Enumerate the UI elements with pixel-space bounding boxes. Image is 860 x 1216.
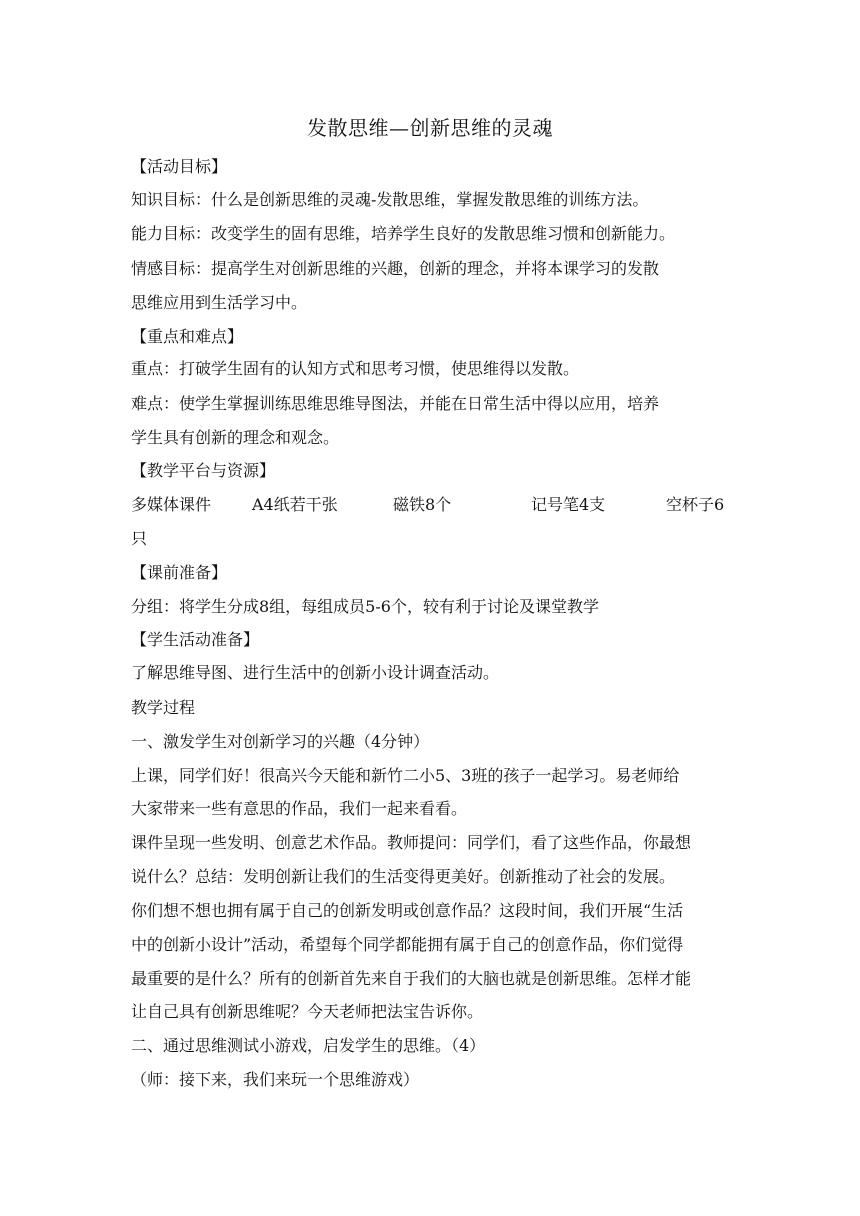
paragraph-line: 教学过程 <box>131 698 196 717</box>
paragraph-line: 难点：使学生掌握训练思维思维导图法，并能在日常生活中得以应用，培养 <box>131 394 660 413</box>
paragraph-line: 中的创新小设计”活动，希望每个同学都能拥有属于自己的创意作品，你们觉得 <box>131 935 684 954</box>
paragraph-line: 知识目标：什么是创新思维的灵魂-发散思维，掌握发散思维的训练方法。 <box>131 190 649 209</box>
paragraph-line: 情感目标：提高学生对创新思维的兴趣，创新的理念，并将本课学习的发散 <box>131 259 660 278</box>
paragraph-line: 思维应用到生活学习中。 <box>131 293 308 312</box>
paragraph-line: 你们想不想也拥有属于自己的创新发明或创意作品？这段时间，我们开展“生活 <box>131 901 684 920</box>
material-item: 多媒体课件 <box>131 495 212 514</box>
paragraph-line: 课件呈现一些发明、创意艺术作品。教师提问：同学们，看了这些作品，你最想 <box>131 833 692 852</box>
paragraph-line: 学生具有创新的理念和观念。 <box>131 428 340 447</box>
paragraph-line: 能力目标：改变学生的固有思维，培养学生良好的发散思维习惯和创新能力。 <box>131 224 676 243</box>
section-heading-key-points: 【重点和难点】 <box>131 327 244 346</box>
paragraph-line: 二、通过思维测试小游戏，启发学生的思维。（4） <box>131 1036 486 1055</box>
paragraph-line: 分组：将学生分成8组，每组成员5-6个，较有利于讨论及课堂教学 <box>131 597 599 616</box>
section-heading-resources: 【教学平台与资源】 <box>131 461 276 480</box>
section-heading-student-prep: 【学生活动准备】 <box>131 630 260 649</box>
material-item: 磁铁8个 <box>393 495 452 514</box>
paragraph-line: 一、激发学生对创新学习的兴趣（4分钟） <box>131 732 430 751</box>
material-item: 记号笔4支 <box>531 495 606 514</box>
paragraph-line: 大家带来一些有意思的作品，我们一起来看看。 <box>131 799 468 818</box>
section-heading-preparation: 【课前准备】 <box>131 563 228 582</box>
paragraph-line: 最重要的是什么？所有的创新首先来自于我们的大脑也就是创新思维。怎样才能 <box>131 969 692 988</box>
material-item: 空杯子6 <box>666 495 725 514</box>
paragraph-line: 让自己具有创新思维呢？今天老师把法宝告诉你。 <box>131 1002 484 1021</box>
document-title: 发散思维—创新思维的灵魂 <box>307 116 553 140</box>
paragraph-line: 重点：打破学生固有的认知方式和思考习惯，使思维得以发散。 <box>131 359 580 378</box>
material-item-wrap: 只 <box>131 529 148 548</box>
paragraph-line: 了解思维导图、进行生活中的创新小设计调查活动。 <box>131 663 500 682</box>
paragraph-line: （师：接下来，我们来玩一个思维游戏） <box>131 1070 420 1089</box>
paragraph-line: 上课，同学们好！很高兴今天能和新竹二小5、3班的孩子一起学习。易老师给 <box>131 766 680 785</box>
material-item: A4纸若干张 <box>252 495 338 514</box>
section-heading-goals: 【活动目标】 <box>131 157 228 176</box>
paragraph-line: 说什么？总结：发明创新让我们的生活变得更美好。创新推动了社会的发展。 <box>131 867 676 886</box>
